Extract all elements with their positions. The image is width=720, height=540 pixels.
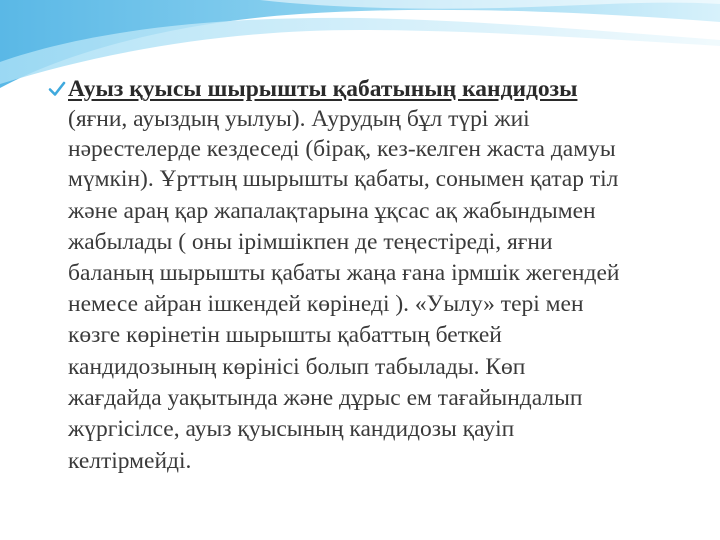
paragraph-line: жүргісілсе, ауыз қуысының кандидозы қауіп [68,416,515,442]
paragraph-line: көзге көрінетін шырышты қабаттың беткей [68,322,502,348]
paragraph-line: және араң қар жапалақтарына ұқсас ақ жабындымен [68,198,596,224]
paragraph-line: немесе айран ішкендей көрінеді ). «Уылу» тері мен [68,291,584,317]
paragraph-line: нәрестелерде кездеседі (бірақ, кез-келген жаста дамуы [68,136,616,162]
paragraph-line: кандидозының көрінісі болып табылады. Көп [68,354,526,380]
paragraph-line: жабылады ( оны ірімшікпен де теңестіреді, яғни [68,229,553,255]
paragraph-line: мүмкін). Ұрттың шырышты қабаты, сонымен қатар тіл [68,166,619,192]
paragraph-title: Ауыз қуысы шырышты қабатының кандидозы [68,76,578,102]
paragraph-line: (яғни, ауыздың уылуы). Аурудың бұл түрі жиі [68,106,530,132]
paragraph-line: жағдайда уақытында және дұрыс ем тағайындалып [68,385,583,411]
paragraph-line: баланың шырышты қабаты жаңа ғана ірмшік жегендей [68,260,620,286]
checkmark-icon [48,80,66,98]
paragraph-line: келтірмейді. [68,448,192,474]
